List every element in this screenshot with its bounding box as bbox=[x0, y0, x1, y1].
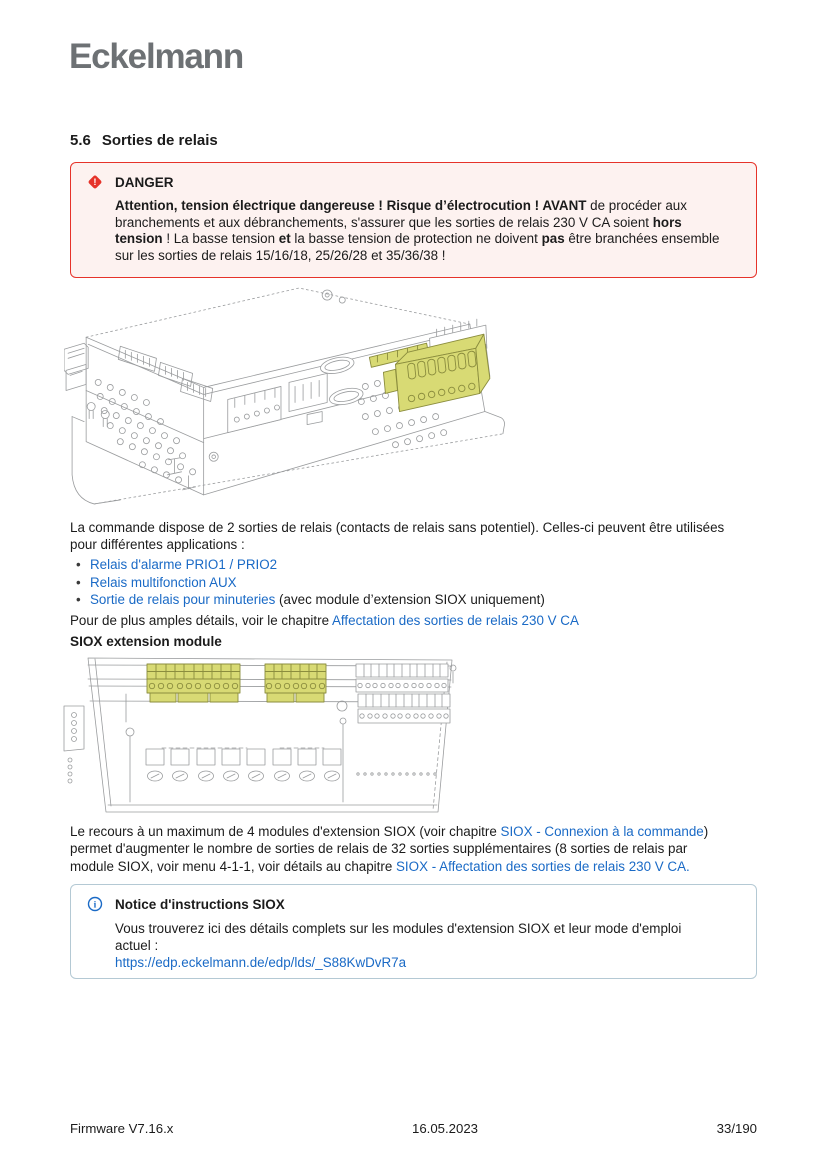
svg-text:i: i bbox=[93, 900, 97, 911]
chapter-link[interactable]: Relais d'alarme PRIO1 / PRIO2 bbox=[90, 557, 278, 572]
footer-page-number: 33/190 bbox=[716, 1121, 757, 1136]
chapter-link[interactable]: SIOX - Connexion à la commande bbox=[500, 824, 704, 839]
list-item: • Sortie de relais pour minuteries (avec module d’extension SIOX uniquement) bbox=[74, 591, 545, 609]
page-footer bbox=[70, 1121, 757, 1136]
svg-text:!: ! bbox=[93, 177, 97, 189]
danger-text: Attention, tension électrique dangereuse ! Risque d’électrocution ! AVANT de procéder aux branchements et aux débranchements, s'assurer que les sorties de relais 230 V CA soient hors tension ! La basse tension et la basse tension de protection ne doivent pas être branchées ensemble sur les sorties de relais 15/16/18, 25/26/28 et 35/36/38 ! bbox=[115, 198, 720, 263]
notice-box bbox=[70, 884, 757, 979]
chapter-link[interactable]: SIOX - Affectation des sorties de relais 230 V CA. bbox=[396, 858, 690, 874]
notice-text: Vous trouverez ici des détails complets sur les modules d'extension SIOX et leur mode d'emploi actuel : https://edp.eckelmann.de/edp/lds/_S88KwDvR7a bbox=[115, 921, 682, 971]
footer-date: 16.05.2023 bbox=[411, 1121, 478, 1136]
info-circle-icon bbox=[87, 896, 103, 912]
chapter-link[interactable]: Relais multifonction AUX bbox=[90, 574, 237, 590]
siox-module-illustration bbox=[62, 654, 462, 820]
siox-paragraph: Le recours à un maximum de 4 modules d'extension SIOX (voir chapitre SIOX - Connexion à la commande) permet d'augmenter le nombre de sorties de relais de 32 sorties supplémentaires (8 sorties de relais par module SIOX, voir menu 4-1-1, voir détails au chapitre SIOX - Affectation des sorties de relais 230 V CA. bbox=[70, 824, 709, 874]
warning-diamond-icon bbox=[87, 174, 103, 190]
danger-box-header bbox=[87, 174, 740, 190]
relay-usage-list bbox=[74, 556, 545, 609]
more-details-line: Pour de plus amples détails, voir le chapitre Affectation des sorties de relais 230 V CA bbox=[70, 613, 579, 628]
chapter-link[interactable]: https://edp.eckelmann.de/edp/lds/_S88KwDvR7a bbox=[115, 955, 407, 971]
list-item bbox=[74, 574, 545, 592]
list-item bbox=[74, 556, 545, 574]
footer-firmware: Firmware V7.16.x bbox=[70, 1121, 174, 1136]
section-heading bbox=[70, 132, 218, 149]
controller-illustration bbox=[64, 286, 506, 519]
danger-box bbox=[70, 162, 757, 278]
notice-box-header bbox=[87, 896, 740, 912]
siox-heading: SIOX extension module bbox=[70, 634, 222, 649]
section-number: 5.6 bbox=[70, 132, 91, 149]
notice-title: Notice d'instructions SIOX bbox=[115, 896, 285, 912]
section-title: Sorties de relais bbox=[101, 132, 218, 149]
intro-paragraph: La commande dispose de 2 sorties de relais (contacts de relais sans potentiel). Celles-ci peuvent être utilisées pour différentes applications : bbox=[70, 520, 725, 553]
chapter-link[interactable]: Affectation des sorties de relais 230 V CA bbox=[332, 613, 579, 628]
chapter-link[interactable]: Sortie de relais pour minuteries bbox=[90, 592, 276, 608]
eckelmann-logo: Eckelmann bbox=[69, 37, 244, 76]
danger-title: DANGER bbox=[115, 174, 174, 190]
